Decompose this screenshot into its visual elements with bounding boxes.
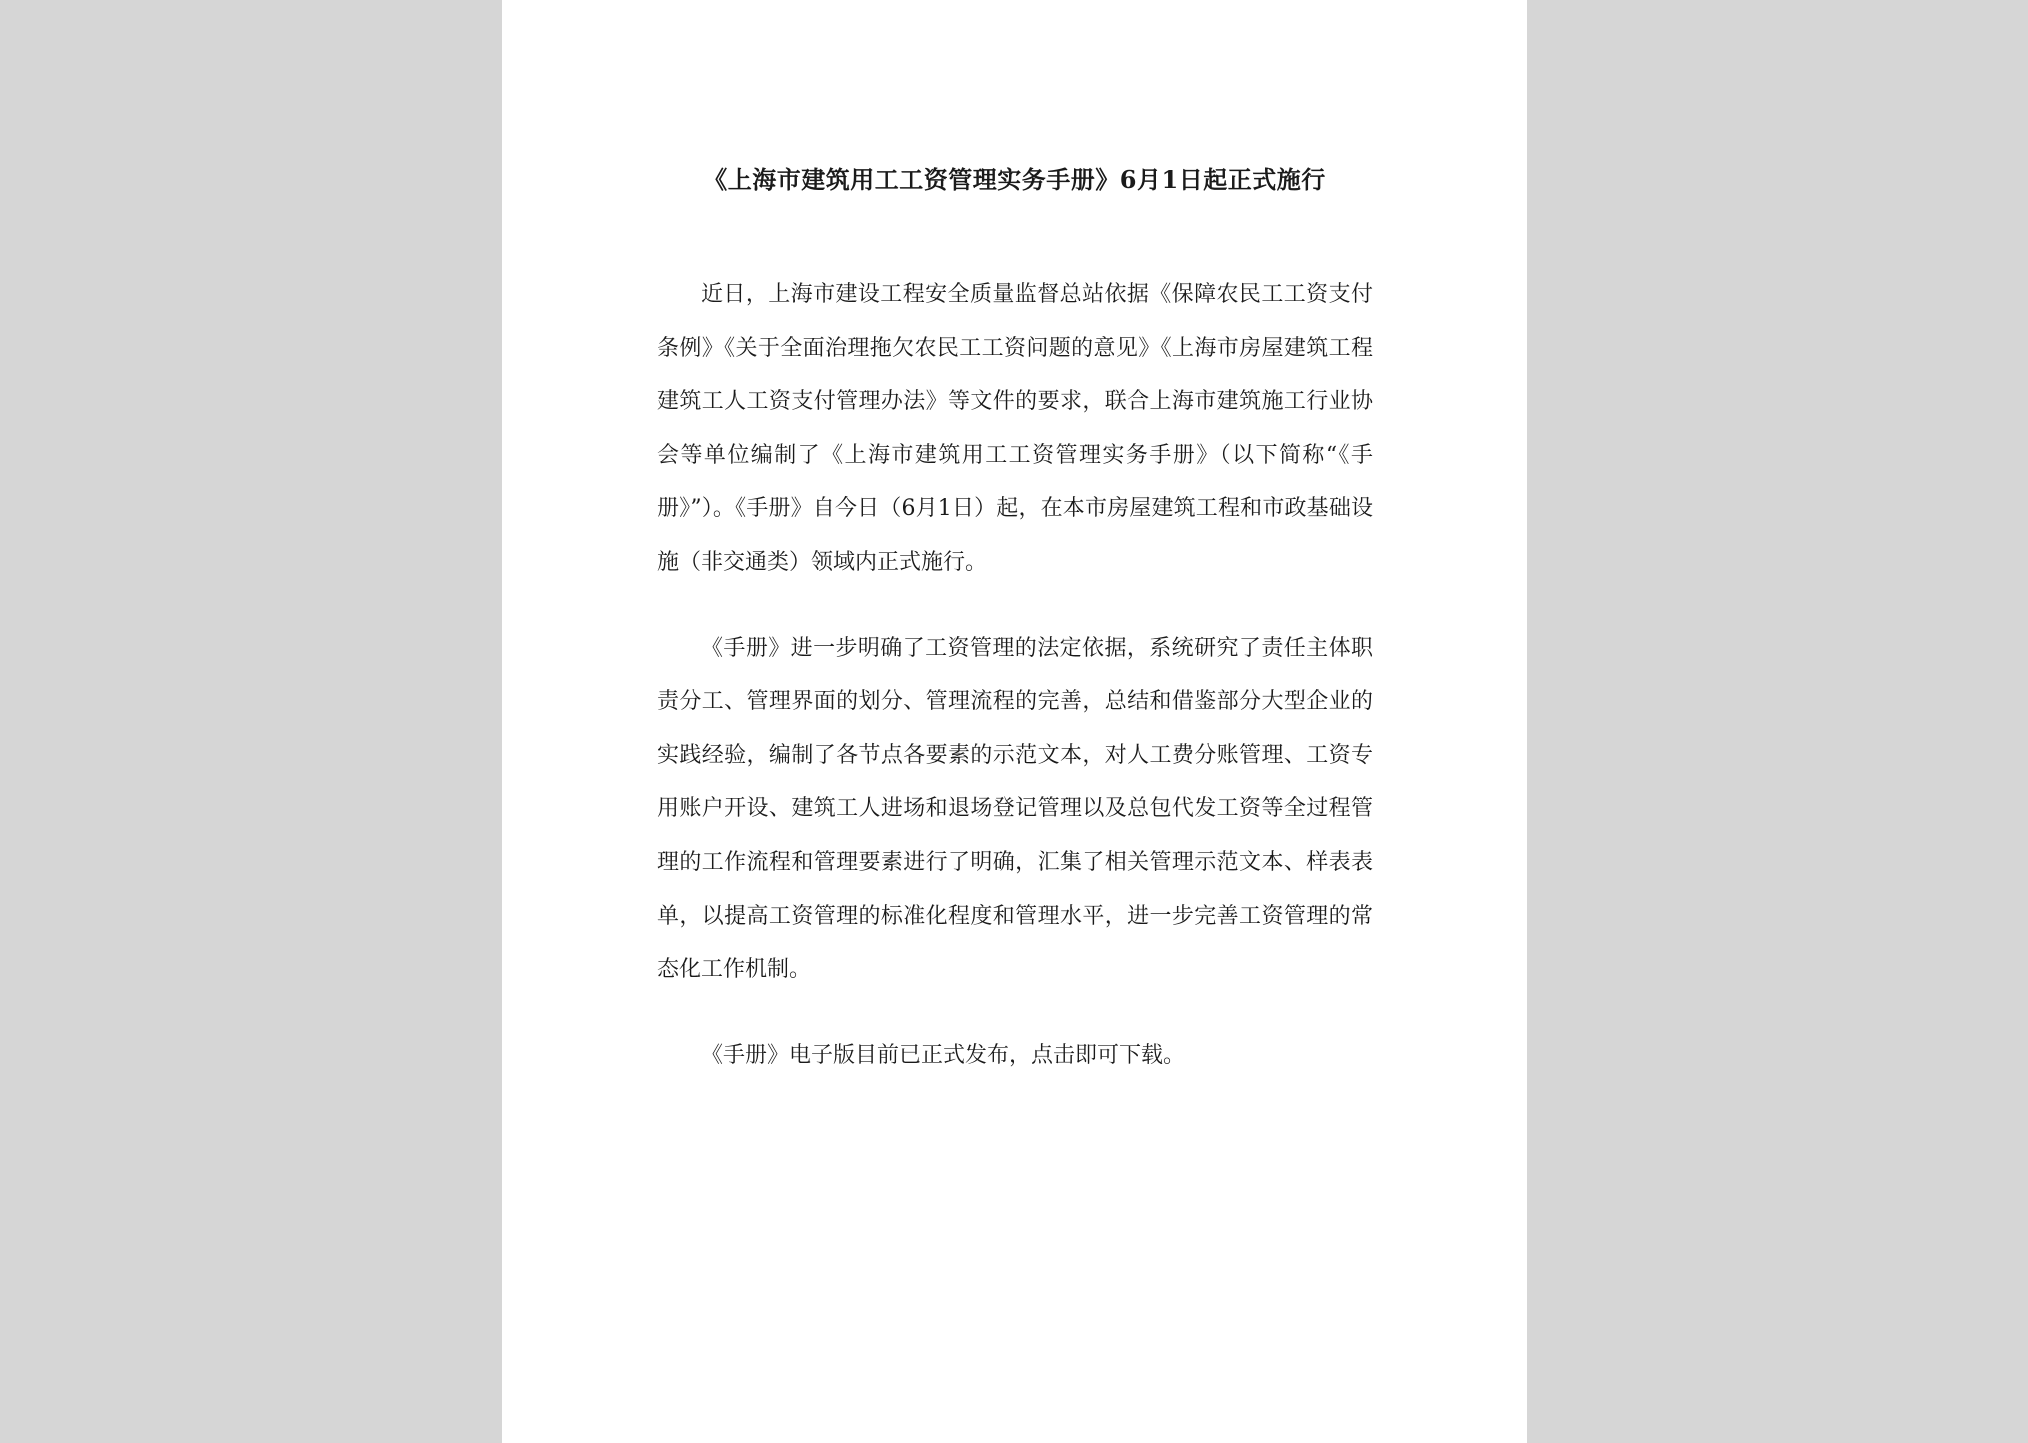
document-title: 《上海市建筑用工工资管理实务手册》6月1日起正式施行: [703, 165, 1326, 194]
paragraph-2: 《手册》进一步明确了工资管理的法定依据，系统研究了责任主体职责分工、管理界面的划分、管理流程的完善，总结和借鉴部分大型企业的实践经验，编制了各节点各要素的示范文本，对人工费分账管理、工资专用账户开设、建筑工人进场和退场登记管理以及总包代发工资等全过程管理的工作流程和管理要素进行了明确，汇集了相关管理示范文本、样表表单，以提高工资管理的标准化程度和管理水平，进一步完善工资管理的常态化工作机制。: [657, 635, 1373, 983]
document-body: [657, 268, 1373, 1114]
paragraph-3: 《手册》电子版目前已正式发布，点击即可下载。: [701, 1042, 1186, 1068]
paragraph-1: 近日，上海市建设工程安全质量监督总站依据《保障农民工工资支付条例》《关于全面治理拖欠农民工工资问题的意见》《上海市房屋建筑工程建筑工人工资支付管理办法》等文件的要求，联合上海市建筑施工行业协会等单位编制了《上海市建筑用工工资管理实务手册》（以下简称“《手册》”）。《手册》自今日（6月1日）起，在本市房屋建筑工程和市政基础设施（非交通类）领域内正式施行。: [657, 282, 1373, 575]
document-page: [502, 0, 1527, 1443]
